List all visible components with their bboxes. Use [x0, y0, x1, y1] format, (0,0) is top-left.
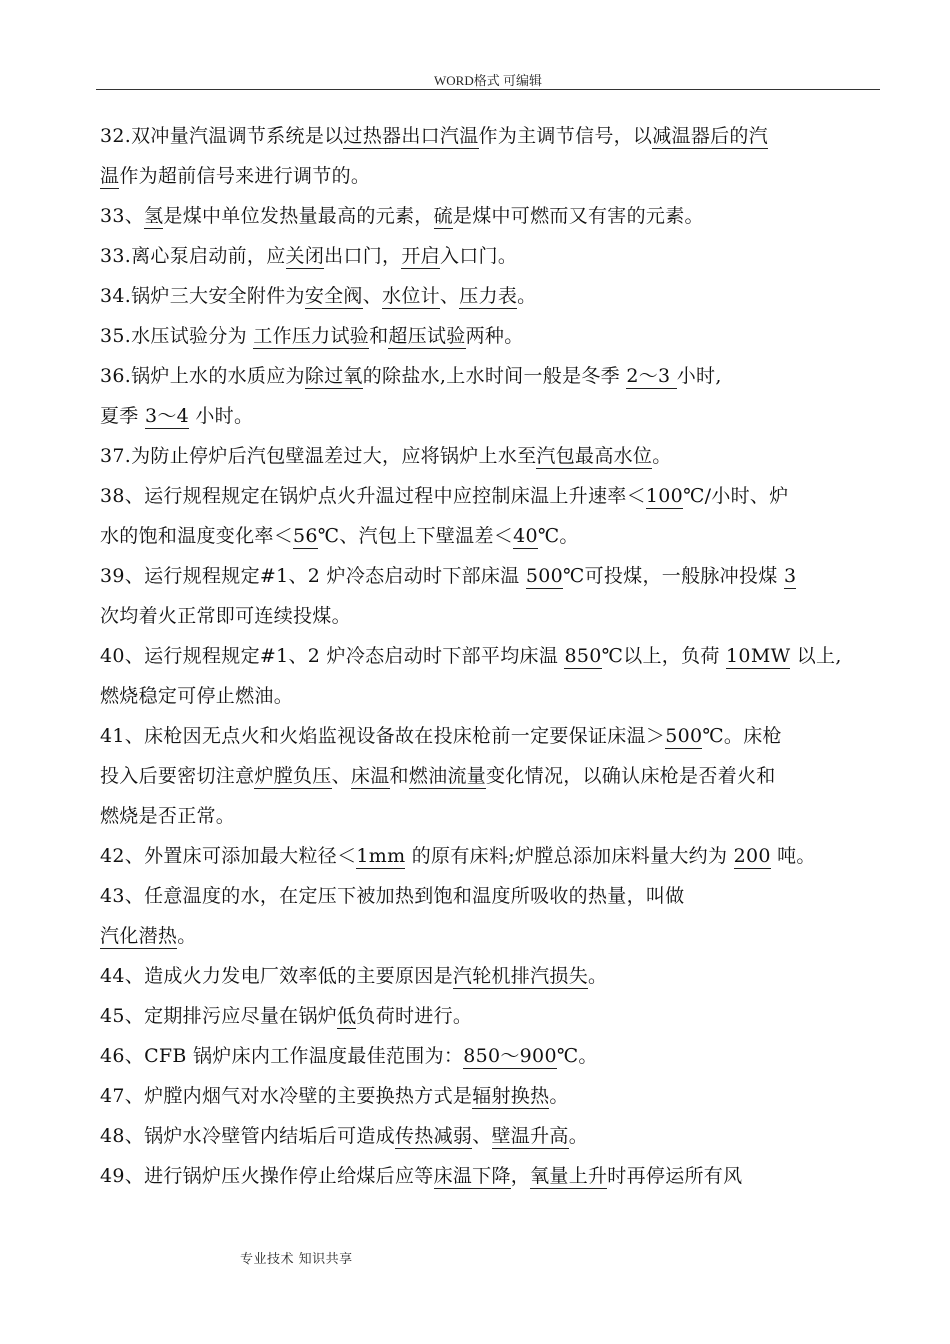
text-segment: 38、运行规程规定在锅炉点火升温过程中应控制床温上升速率＜ [100, 485, 646, 507]
answer-underline: 除过氧 [304, 365, 363, 387]
text-segment: 41、床枪因无点火和火焰监视设备故在投床枪前一定要保证床温＞ [100, 725, 666, 747]
text-segment: 入口门。 [439, 245, 518, 267]
text-segment: ℃、汽包上下壁温差＜ [317, 525, 514, 547]
text-segment: 是煤中可燃而又有害的元素。 [452, 205, 704, 227]
text-line [100, 876, 882, 916]
answer-underline: 氢 [144, 205, 164, 227]
text-segment: 的除盐水,上水时间一般是冬季 [362, 365, 627, 387]
text-line [100, 556, 882, 596]
text-line [100, 636, 882, 676]
text-segment: 。 [517, 285, 537, 307]
text-segment: 吨。 [770, 845, 816, 867]
text-segment: ℃可投煤，一般脉冲投煤 [563, 565, 784, 587]
text-segment: ℃。 [556, 1045, 598, 1067]
text-segment: 48、锅炉水冷壁管内结垢后可造成 [100, 1125, 395, 1147]
text-segment: 34.锅炉三大安全附件为 [100, 285, 305, 307]
text-line [100, 596, 882, 636]
answer-underline: 500 [665, 725, 703, 747]
answer-underline: 850 [564, 645, 602, 667]
text-segment: 、 [362, 285, 383, 307]
answer-underline: 工作压力试验 [253, 325, 370, 347]
text-segment: 43、任意温度的水，在定压下被加热到饱和温度所吸收的热量，叫做 [100, 885, 685, 907]
answer-underline: 10MW [726, 645, 791, 667]
answer-underline: 氧量上升 [530, 1165, 608, 1187]
text-segment: 。 [652, 445, 672, 467]
text-segment: 。 [177, 925, 197, 947]
answer-underline: 40 [513, 525, 538, 547]
text-segment: 次均着火正常即可连续投煤。 [100, 605, 351, 627]
text-line [100, 156, 882, 196]
text-segment: 小时。 [189, 405, 254, 427]
answer-underline: 安全阀 [304, 285, 363, 307]
text-line [100, 836, 882, 876]
page-footer: 专业技术 知识共享 [240, 1252, 353, 1267]
answer-underline: 100 [645, 485, 684, 507]
text-line [100, 676, 882, 716]
text-line [100, 956, 882, 996]
text-segment: 作为超前信号来进行调节的。 [119, 165, 371, 187]
text-line [100, 716, 882, 756]
answer-underline: 传热减弱 [394, 1125, 473, 1147]
answer-underline: 汽包最高水位 [536, 445, 653, 467]
text-line [100, 1036, 882, 1076]
answer-underline: 减温器后的汽 [652, 125, 769, 147]
text-line [100, 436, 882, 476]
text-segment: 夏季 [100, 405, 145, 427]
text-segment: 49、进行锅炉压火操作停止给煤后应等 [100, 1165, 434, 1187]
answer-underline: 超压试验 [388, 325, 466, 347]
text-segment: 时再停运所有风 [607, 1165, 743, 1187]
answer-underline: 水位计 [382, 285, 440, 307]
answer-underline: 56 [293, 525, 318, 547]
text-segment: 两种。 [465, 325, 524, 347]
answer-underline: 壁温升高 [491, 1125, 569, 1147]
answer-underline: 床温下降 [433, 1165, 511, 1187]
text-segment: 40、运行规程规定#1、2 炉冷态启动时下部平均床温 [100, 645, 565, 667]
text-segment: 的原有床料;炉膛总添加床料量大约为 [405, 845, 734, 867]
text-segment: 44、造成火力发电厂效率低的主要原因是 [100, 965, 453, 987]
text-segment: 和 [389, 765, 409, 787]
text-segment: 37.为防止停炉后汽包壁温差过大，应将锅炉上水至 [100, 445, 537, 467]
answer-underline: 汽化潜热 [100, 925, 178, 947]
header-rule [96, 89, 880, 90]
text-segment: 和 [369, 325, 389, 347]
text-segment: 、 [472, 1125, 492, 1147]
text-segment: 47、炉膛内烟气对水冷壁的主要换热方式是 [100, 1085, 473, 1107]
text-segment: 小时, [676, 365, 722, 387]
answer-underline: 关闭 [285, 245, 325, 267]
text-line [100, 1116, 882, 1156]
text-segment: ℃/小时、炉 [683, 485, 789, 507]
text-line [100, 196, 882, 236]
text-segment: 32.双冲量汽温调节系统是以 [100, 125, 344, 147]
answer-underline: 压力表 [459, 285, 518, 307]
text-segment: 42、外置床可添加最大粒径＜ [100, 845, 357, 867]
text-segment: ℃。床枪 [702, 725, 782, 747]
answer-underline: 汽轮机排汽损失 [452, 965, 588, 987]
text-segment: 投入后要密切注意 [100, 765, 255, 787]
answer-underline: 850～900 [463, 1045, 557, 1067]
text-line [100, 236, 882, 276]
answer-underline: 过热器出口汽温 [343, 125, 479, 147]
text-segment: 45、定期排污应尽量在锅炉 [100, 1005, 338, 1027]
text-line [100, 476, 882, 516]
page-header: WORD格式 可编辑 [434, 73, 542, 88]
text-line [100, 316, 882, 356]
text-segment: 作为主调节信号，以 [478, 125, 653, 147]
answer-underline: 燃油流量 [408, 765, 487, 787]
text-segment: 39、运行规程规定#1、2 炉冷态启动时下部床温 [100, 565, 526, 587]
text-line [100, 1076, 882, 1116]
answer-underline: 开启 [401, 245, 440, 267]
answer-underline: 低 [337, 1005, 357, 1027]
text-segment: 。 [568, 1125, 589, 1147]
text-line [100, 356, 882, 396]
answer-underline: 3 [783, 565, 797, 587]
text-segment: ℃。 [537, 525, 579, 547]
text-line [100, 1156, 882, 1196]
text-segment: 燃烧是否正常。 [100, 805, 236, 827]
text-segment: 33.离心泵启动前，应 [100, 245, 286, 267]
answer-underline: 炉膛负压 [254, 765, 332, 787]
text-line [100, 916, 882, 956]
text-line [100, 116, 882, 156]
answer-underline: 200 [733, 845, 771, 867]
text-line [100, 756, 882, 796]
text-segment: ℃以上，负荷 [601, 645, 727, 667]
text-segment: 负荷时进行。 [356, 1005, 473, 1027]
text-segment: 、 [439, 285, 460, 307]
text-segment: 35.水压试验分为 [100, 325, 254, 347]
text-segment: 46、CFB 锅炉床内工作温度最佳范围为： [100, 1045, 464, 1067]
text-segment: 变化情况，以确认床枪是否着火和 [486, 765, 776, 787]
answer-underline: 温 [100, 165, 120, 187]
text-segment: 是煤中单位发热量最高的元素， [163, 205, 434, 227]
text-line [100, 396, 882, 436]
answer-underline: 3～4 [144, 405, 190, 427]
text-segment: 水的饱和温度变化率＜ [100, 525, 294, 547]
answer-underline: 硫 [433, 205, 453, 227]
text-segment: 以上, [790, 645, 842, 667]
text-segment: 出口门， [324, 245, 402, 267]
text-line [100, 996, 882, 1036]
text-segment: 36.锅炉上水的水质应为 [100, 365, 305, 387]
answer-underline: 1mm [356, 845, 406, 867]
document-body [100, 116, 882, 1196]
text-segment: 33、 [100, 205, 145, 227]
text-line [100, 276, 882, 316]
answer-underline: 辐射换热 [472, 1085, 550, 1107]
text-line [100, 796, 882, 836]
text-segment: ， [510, 1165, 531, 1187]
answer-underline: 2～3 [626, 365, 677, 387]
text-segment: 燃烧稳定可停止燃油。 [100, 685, 294, 707]
text-segment: 、 [331, 765, 351, 787]
answer-underline: 床温 [350, 765, 390, 787]
answer-underline: 500 [525, 565, 564, 587]
text-segment: 。 [588, 965, 608, 987]
text-line [100, 516, 882, 556]
text-segment: 。 [549, 1085, 569, 1107]
